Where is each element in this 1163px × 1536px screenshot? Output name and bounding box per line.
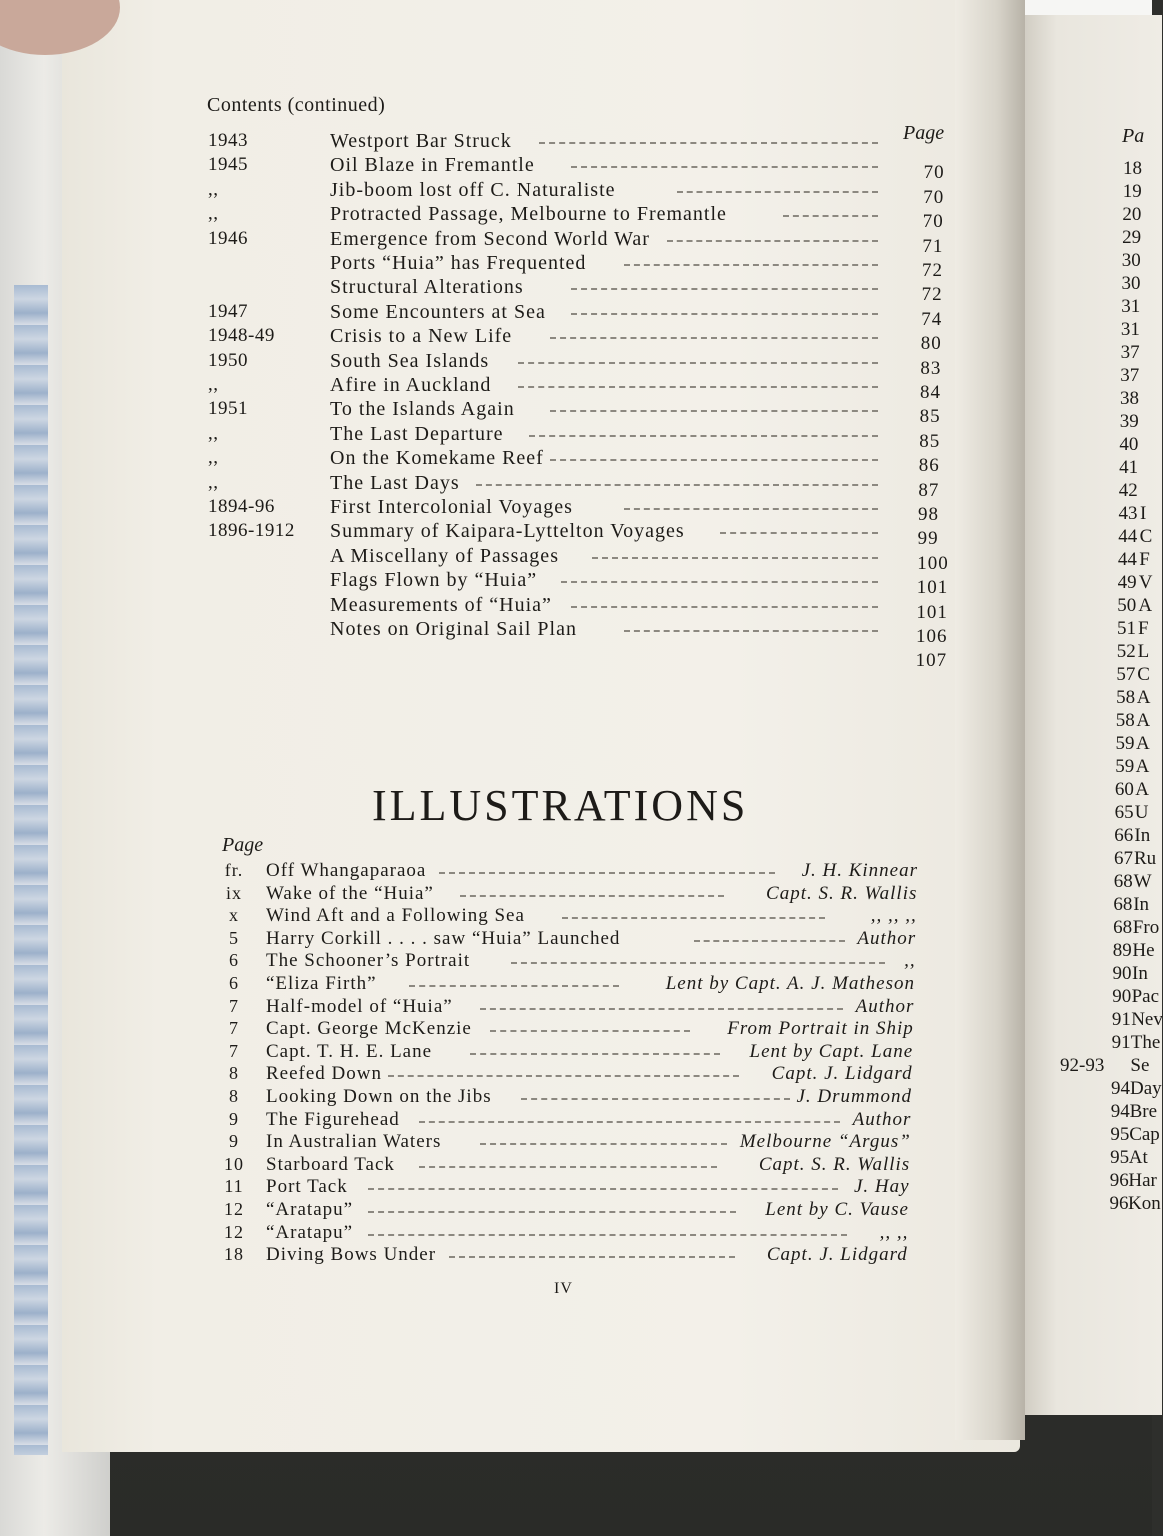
illustration-title: Port Tack [266,1176,348,1198]
illustration-title: Starboard Tack [266,1153,395,1175]
facing-page-fragment: A [1136,733,1150,754]
facing-page-fragment: Se [1130,1055,1150,1076]
illustration-title: “Aratapu” [266,1221,354,1243]
contents-page-number: 70 [923,186,945,208]
illustration-credit: ,, [904,950,916,972]
contents-row [208,544,949,574]
dot-leader [460,895,724,897]
contents-page-number: 70 [923,162,945,184]
facing-page-number: 94 [1111,1078,1130,1099]
illustration-title: “Aratapu” [266,1199,354,1220]
dot-leader [368,1188,839,1190]
illustration-credit: Lent by Capt. A. J. Matheson [665,973,915,994]
dot-leader [571,166,878,168]
facing-page-number: 91 [1111,1009,1131,1030]
illustration-credit: ,, ,, [879,1221,909,1243]
facing-page-number: 58 [1115,710,1135,731]
dot-leader [511,962,886,964]
facing-page-fragment: Pac [1131,986,1160,1007]
facing-page-fragment: Nev [1131,1009,1163,1030]
dot-leader [368,1234,848,1236]
facing-page-number: 96 [1109,1193,1129,1214]
illustration-title: The Schooner’s Portrait [266,950,471,972]
contents-title: Oil Blaze in Fremantle [330,154,535,177]
contents-year: 1945 [208,154,248,176]
contents-row [208,300,943,330]
contents-page-number: 87 [918,479,940,501]
illustration-page: 8 [229,1086,239,1106]
contents-page-number: 85 [919,430,941,452]
facing-page-fragment: In [1134,825,1151,846]
illustration-page: 6 [229,950,239,971]
facing-page-fragment: C [1139,526,1153,547]
illustration-title: Reefed Down [266,1063,382,1085]
dot-leader [480,1143,727,1145]
contents-page-number: 70 [922,211,944,233]
facing-page-number: 60 [1114,779,1134,800]
contents-year: ,, [208,178,219,200]
contents-title: First Intercolonial Voyages [330,496,573,518]
contents-title: Crisis to a New Life [330,325,513,348]
contents-row [208,349,942,379]
facing-page-fragment: Bre [1129,1101,1158,1122]
illustration-row [222,1222,908,1244]
illustration-row [222,1131,911,1153]
dot-leader [388,1075,739,1077]
dot-leader [571,288,878,290]
facing-page-fragment: Fro [1132,917,1160,938]
facing-page-fragment: At [1128,1147,1148,1168]
contents-page-number: 71 [922,235,944,257]
contents-year: 1946 [208,227,248,249]
dot-leader [539,142,878,144]
contents-page-number: 74 [921,308,943,330]
facing-page-number: 39 [1119,411,1139,432]
facing-page-number: 96 [1109,1170,1129,1191]
facing-page-number: 52 [1116,641,1136,662]
illustration-row [222,950,916,972]
illustration-credit: Author [855,995,915,1017]
facing-page-number: 38 [1120,388,1139,409]
facing-page-fragment: Har [1128,1170,1157,1191]
illustration-credit: Capt. S. R. Wallis [758,1153,911,1175]
illustration-credit: Melbourne “Argus” [739,1131,911,1153]
contents-year: 1896-1912 [208,520,295,542]
contents-year: 1894-96 [208,496,275,517]
illustration-row [222,1063,913,1085]
contents-year: 1948-49 [208,325,275,347]
facing-page-fragment: In [1132,963,1148,984]
illustration-row [222,1244,908,1266]
dot-leader [490,1030,689,1032]
facing-page-number: 68 [1113,871,1133,892]
contents-page-number: 86 [918,455,940,477]
dot-leader [624,508,878,510]
contents-year: 1943 [208,130,248,151]
contents-row [208,520,939,550]
facing-page-number: 92-93 [1060,1055,1105,1076]
contents-row [208,374,941,403]
illustration-row [222,973,915,995]
facing-page-number: 90 [1112,986,1132,1007]
contents-title: On the Komekame Reef [330,447,544,470]
facing-page-fragment: F [1138,618,1149,639]
illustration-page: x [229,905,239,926]
illustration-title: Half-model of “Huia” [266,995,453,1017]
contents-title: Ports “Huia” has Frequented [330,252,587,274]
illustration-page: 7 [229,1040,239,1061]
facing-page-number: 44 [1118,526,1138,547]
illustration-row [222,1154,910,1176]
contents-year: ,, [208,471,219,493]
facing-page-number: 95 [1110,1147,1130,1168]
contents-year: ,, [208,374,219,395]
illustration-page: ix [225,882,242,903]
facing-page-number: 29 [1122,227,1142,248]
contents-row [208,398,941,428]
facing-page-number: 37 [1120,342,1140,363]
contents-row [208,325,942,355]
dot-leader [368,1211,736,1213]
illustration-credit: Author [857,927,917,949]
dot-leader [677,191,878,193]
facing-page-number: 59 [1115,756,1135,777]
contents-row [208,593,948,623]
illustration-title: Diving Bows Under [266,1244,437,1266]
facing-page-fragment: In [1133,894,1150,915]
facing-page-fragment: Kon [1128,1193,1161,1214]
facing-page-fragment: Day [1130,1078,1162,1099]
contents-title: Flags Flown by “Huia” [330,569,538,592]
facing-page-fragment: A [1136,710,1151,731]
contents-title: Emergence from Second World War [330,227,650,250]
facing-page-fragment: W [1133,871,1152,892]
facing-page-fragment: U [1134,802,1149,823]
facing-page-number: 51 [1117,618,1136,639]
contents-page-number: 84 [920,382,941,403]
facing-page-fragment: Cap [1129,1124,1160,1145]
facing-page-number: 41 [1119,457,1139,478]
dot-leader [449,1256,734,1258]
illustration-page: fr. [224,860,244,880]
facing-page-number: 18 [1123,158,1142,179]
facing-page-number: 19 [1122,181,1142,202]
dot-leader [470,1053,720,1055]
facing-page-number: 65 [1114,802,1134,823]
facing-page-number: 43 [1118,503,1138,524]
dot-leader [667,240,878,242]
contents-title: Summary of Kaipara-Lyttelton Voyages [330,520,685,543]
contents-title: To the Islands Again [330,398,515,421]
contents-row [208,447,940,477]
dot-leader [550,337,878,339]
illustration-credit: Capt. J. Lidgard [771,1063,913,1085]
illustration-credit: ,, ,, ,, [870,905,917,927]
illustration-row [222,996,914,1018]
dot-leader [562,917,826,919]
contents-year: ,, [208,422,219,444]
contents-page-number: 80 [920,333,942,355]
contents-year: 1950 [208,349,248,371]
facing-page-fragment: F [1139,549,1150,570]
contents-page-number: 101 [916,577,949,599]
contents-row [208,252,943,281]
contents-page-number: 107 [915,650,948,672]
contents-row [208,496,939,525]
facing-page-number: 68 [1113,917,1133,938]
facing-page-number: 91 [1111,1032,1131,1053]
facing-page-heading: Pa [1122,125,1145,147]
dot-leader [550,459,878,461]
dot-leader [409,985,620,987]
facing-page-number: 94 [1110,1101,1130,1122]
facing-page-number: 20 [1122,204,1142,225]
illustration-page: 18 [224,1244,244,1265]
contents-row [208,471,940,501]
illustration-page: 5 [229,927,239,948]
illustration-row [222,1176,910,1198]
contents-year: ,, [208,203,219,225]
facing-page-fragment: Ru [1134,848,1157,869]
contents-row [208,569,949,599]
dot-leader [476,484,878,486]
facing-page-number: 44 [1117,549,1137,570]
contents-row [208,618,948,647]
contents-page-number: 100 [917,552,949,574]
dot-leader [720,532,878,534]
contents-title: Afire in Auckland [330,374,492,396]
illustration-row [222,905,917,927]
illustration-credit: Lent by Capt. Lane [749,1040,914,1062]
dot-leader [592,557,878,559]
dot-leader [529,435,878,437]
illustration-page: 6 [229,973,239,993]
illustration-page: 9 [229,1131,239,1152]
contents-row [208,203,944,233]
facing-page-number: 31 [1120,319,1140,340]
facing-page-fragment: A [1135,779,1149,800]
contents-row [208,178,945,208]
dot-leader [518,362,878,364]
dot-leader [624,264,878,266]
illustration-row [222,1018,914,1040]
illustration-credit: Lent by C. Vause [765,1199,909,1220]
illustration-credit: J. H. Kinnear [801,860,918,881]
facing-page-fragment: L [1137,641,1150,662]
dot-leader [521,1098,790,1100]
facing-page-number: 57 [1116,664,1136,685]
dot-leader [439,872,775,874]
facing-page-number: 89 [1112,940,1132,961]
illustration-page: 11 [224,1176,244,1197]
dot-leader [419,1166,717,1168]
contents-row [208,276,943,306]
contents-row [208,130,938,154]
contents-title: Some Encounters at Sea [330,300,546,323]
page-gutter [955,0,1025,1440]
contents-page-number: 101 [916,601,948,623]
contents-page-number: 98 [918,504,939,525]
contents-page-number: 85 [919,406,941,428]
facing-page-fragment: I [1140,503,1147,524]
illustration-row [222,860,918,882]
illustration-page: 7 [229,1018,239,1039]
contents-row [208,154,945,184]
illustration-title: In Australian Waters [266,1131,442,1153]
illustration-credit: J. Drummond [796,1086,912,1107]
contents-page-number: 83 [920,357,942,379]
contents-year: 1947 [208,300,248,322]
facing-page-fragment: A [1135,756,1150,777]
facing-page-fragment: V [1138,572,1153,593]
facing-page-number: 30 [1121,250,1141,271]
illustration-title: Capt. George McKenzie [266,1018,472,1040]
facing-page-number: 30 [1121,273,1141,294]
illustration-credit: Capt. J. Lidgard [766,1244,908,1266]
contents-title: Jib-boom lost off C. Naturaliste [330,178,616,201]
illustrations-heading: ILLUSTRATIONS [372,781,749,830]
facing-page-number: 42 [1118,480,1138,501]
facing-page-number: 95 [1110,1124,1130,1145]
contents-title: A Miscellany of Passages [330,544,559,567]
illustration-row [222,1199,909,1221]
illustration-row [222,928,916,950]
contents-page-number: 99 [917,528,939,550]
illustration-title: “Eliza Firth” [266,973,377,994]
illustrations-page-column-label: Page [222,834,264,856]
contents-page-column-label: Page [903,122,945,144]
facing-page-fragment: A [1138,595,1153,616]
dot-leader [783,215,878,217]
illustration-row [222,1041,913,1063]
facing-page-number: 59 [1115,733,1135,754]
contents-title: Structural Alterations [330,276,524,299]
facing-page-fragment: The [1130,1032,1161,1053]
dot-leader [518,386,878,388]
contents-row [208,642,948,672]
facing-page-number: 31 [1121,296,1141,317]
illustration-credit: From Portrait in Ship [727,1018,914,1040]
illustration-page: 8 [229,1063,239,1084]
dot-leader [419,1121,840,1123]
contents-heading: Contents (continued) [207,94,386,116]
facing-page-fragment: C [1137,664,1150,685]
facing-page-number: 40 [1119,434,1139,455]
dot-leader [480,1008,843,1010]
facing-page-number: 58 [1116,687,1136,708]
contents-row [208,422,941,452]
illustration-row [222,1086,912,1108]
facing-page-number: 66 [1114,825,1134,846]
illustration-title: Looking Down on the Jibs [266,1086,492,1107]
illustration-title: Wake of the “Huia” [266,882,434,904]
dot-leader [571,313,878,315]
illustration-page: 12 [224,1199,244,1219]
illustration-row [222,883,917,905]
contents-title: Westport Bar Struck [330,130,512,152]
facing-page-number: 37 [1120,365,1140,386]
illustration-credit: J. Hay [854,1176,910,1198]
dot-leader [550,410,878,412]
illustration-credit: Capt. S. R. Wallis [766,882,918,904]
contents-title: The Last Departure [330,422,504,445]
illustration-credit: Author [852,1108,912,1130]
facing-page-fragment: A [1136,687,1151,708]
page-folio: IV [554,1280,573,1297]
contents-title: South Sea Islands [330,349,490,372]
illustration-page: 7 [229,995,239,1016]
illustration-title: Off Whangaparaoa [266,860,427,881]
contents-title: Notes on Original Sail Plan [330,618,577,640]
dot-leader [571,606,878,608]
illustration-page: 12 [224,1221,244,1242]
cover-pattern-strip [14,285,48,1455]
dot-leader [694,940,845,942]
illustration-page: 10 [224,1153,244,1174]
contents-page-number: 106 [916,626,948,647]
illustration-title: Harry Corkill . . . . saw “Huia” Launched [266,927,621,949]
illustration-page: 9 [229,1108,239,1129]
contents-title: Protracted Passage, Melbourne to Fremantle [330,203,727,226]
contents-year: ,, [208,447,219,469]
contents-page-number: 72 [921,284,943,306]
facing-page-number: 67 [1114,848,1133,869]
illustration-title: The Figurehead [266,1108,400,1130]
facing-page-number: 68 [1113,894,1133,915]
illustration-title: Capt. T. H. E. Lane [266,1040,433,1062]
facing-page-number: 90 [1112,963,1132,984]
contents-title: The Last Days [330,471,460,494]
illustration-title: Wind Aft and a Following Sea [266,905,525,927]
facing-page-number: 49 [1117,572,1137,593]
contents-year: 1951 [208,398,248,420]
contents-row [208,227,944,257]
contents-page-number: 72 [922,260,943,281]
facing-page-number: 50 [1117,595,1137,616]
contents-title: Measurements of “Huia” [330,593,552,616]
dot-leader [561,581,878,583]
illustration-row [222,1109,911,1131]
facing-page-fragment: He [1132,940,1155,961]
dot-leader [624,630,878,632]
